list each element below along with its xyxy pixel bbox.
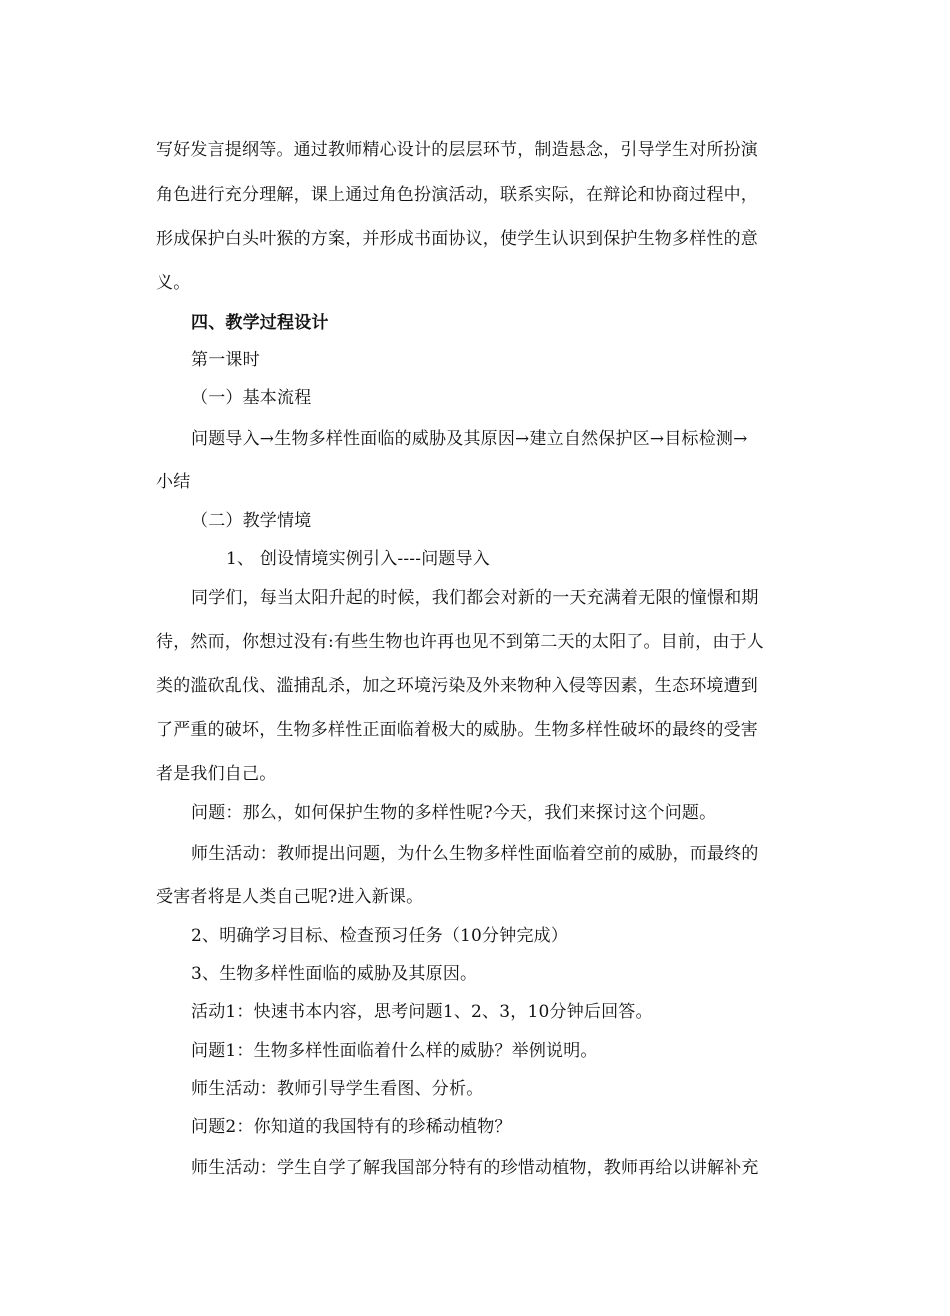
question-1-line: 问题1：生物多样性面临着什么样的威胁？举例说明。 bbox=[191, 1041, 598, 1061]
activity-line-2: 受害者将是人类自己呢?进入新课。 bbox=[156, 887, 424, 907]
item-2-heading: 2、明确学习目标、检查预习任务（10分钟完成） bbox=[191, 926, 569, 946]
paragraph-line-3: 形成保护白头叶猴的方案，并形成书面协议，使学生认识到保护生物多样性的意 bbox=[156, 229, 758, 249]
intro-paragraph-line-3: 类的滥砍乱伐、滥捕乱杀，加之环境污染及外来物种入侵等因素，生态环境遭到 bbox=[156, 676, 758, 696]
intro-paragraph-line-1: 同学们，每当太阳升起的时候，我们都会对新的一天充满着无限的憧憬和期 bbox=[191, 588, 759, 608]
lesson-title: 第一课时 bbox=[191, 350, 260, 370]
subsection-basic-flow: （一）基本流程 bbox=[191, 388, 312, 408]
question-line: 问题：那么，如何保护生物的多样性呢?今天，我们来探讨这个问题。 bbox=[191, 803, 717, 823]
subsection-teaching-situation: （二）教学情境 bbox=[191, 511, 312, 531]
flow-line-1: 问题导入→生物多样性面临的威胁及其原因→建立自然保护区→目标检测→ bbox=[191, 429, 748, 449]
teacher-student-activity-line: 师生活动：教师引导学生看图、分析。 bbox=[191, 1079, 484, 1099]
paragraph-line-1: 写好发言提纲等。通过教师精心设计的层层环节，制造悬念，引导学生对所扮演 bbox=[156, 140, 758, 160]
paragraph-line-2: 角色进行充分理解，课上通过角色扮演活动，联系实际，在辩论和协商过程中， bbox=[156, 185, 758, 205]
intro-paragraph-line-2: 待，然而，你想过没有:有些生物也许再也见不到第二天的太阳了。目前，由于人 bbox=[156, 632, 764, 652]
question-2-line: 问题2：你知道的我国特有的珍稀动植物？ bbox=[191, 1117, 512, 1137]
intro-paragraph-line-5: 者是我们自己。 bbox=[156, 764, 277, 784]
paragraph-line-4: 义。 bbox=[156, 273, 191, 293]
item-3-heading: 3、生物多样性面临的威胁及其原因。 bbox=[191, 964, 478, 984]
activity-1-line: 活动1：快速书本内容，思考问题1、2、3，10分钟后回答。 bbox=[191, 1002, 653, 1022]
activity-line-1: 师生活动：教师提出问题，为什么生物多样性面临着空前的威胁，而最终的 bbox=[191, 844, 759, 864]
item-1-heading: 1、 创设情境实例引入----问题导入 bbox=[226, 549, 490, 569]
final-activity-line: 师生活动：学生自学了解我国部分特有的珍惜动植物，教师再给以讲解补充 bbox=[191, 1158, 759, 1178]
section-heading: 四、教学过程设计 bbox=[191, 313, 329, 333]
intro-paragraph-line-4: 了严重的破坏，生物多样性正面临着极大的威胁。生物多样性破坏的最终的受害 bbox=[156, 720, 758, 740]
flow-line-2: 小结 bbox=[156, 472, 191, 492]
